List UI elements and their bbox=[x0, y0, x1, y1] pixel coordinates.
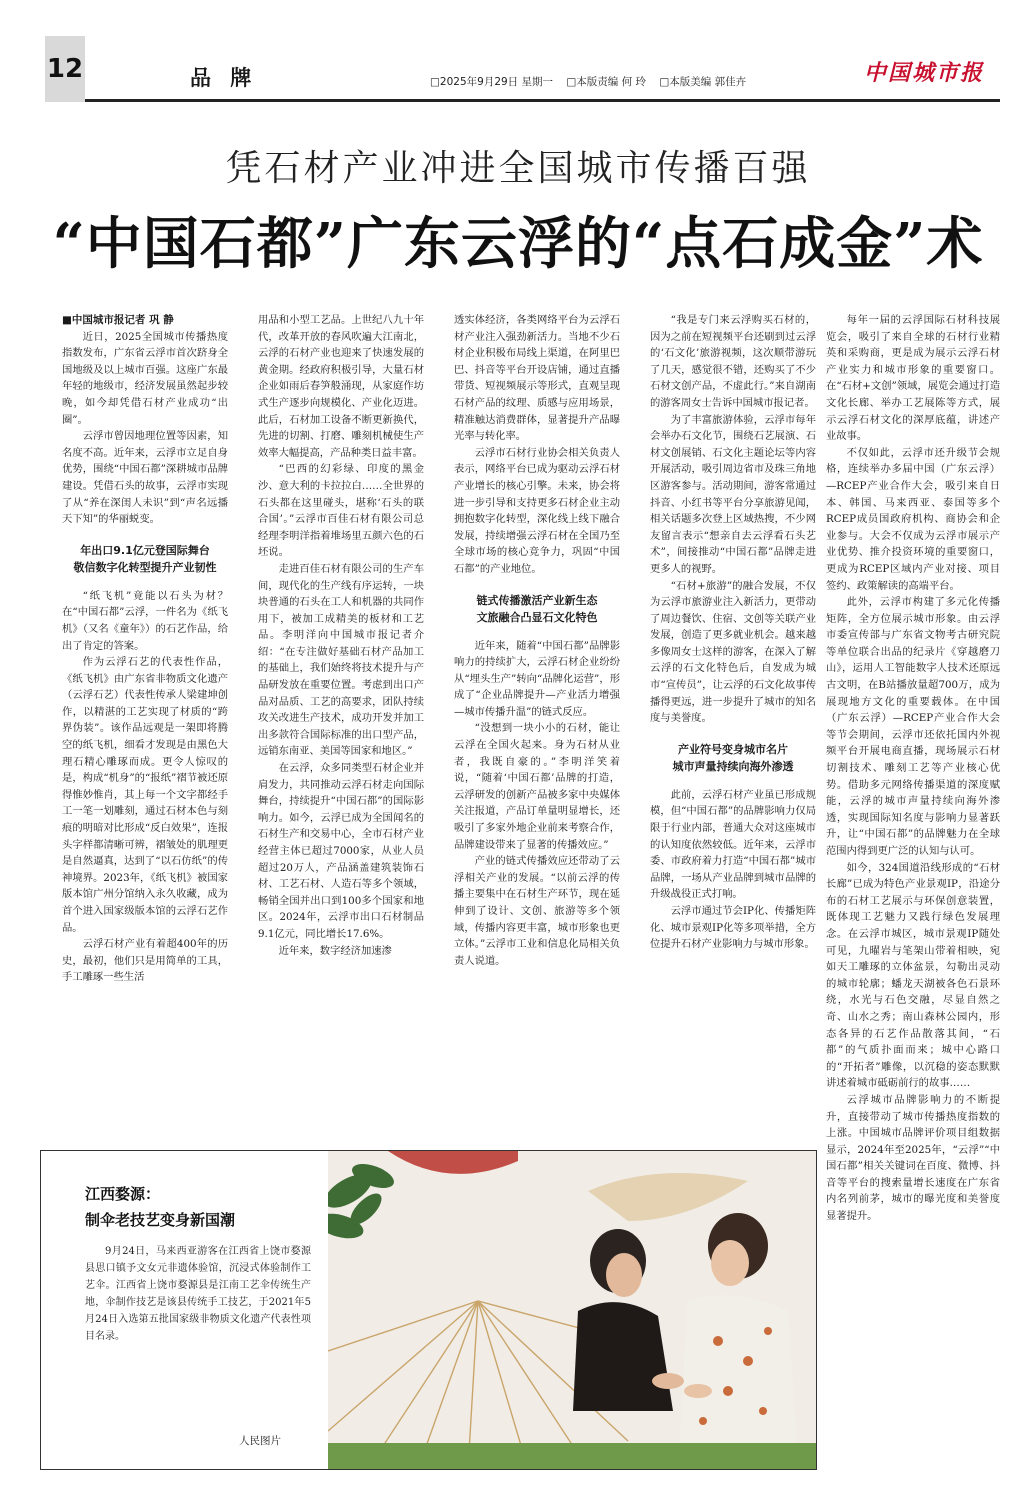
photo-feature-title bbox=[85, 1181, 235, 1233]
subheading-line: 文旅融合凸显石文化特色 bbox=[476, 610, 598, 624]
header-rule bbox=[85, 99, 1000, 102]
paragraph: “我是专门来云浮购买石材的，因为之前在短视频平台还刷到过云浮的‘石文化’旅游视频，这次顺带游玩了几天，感觉很不错，还购买了不少石材文创产品，不虚此行。”来自湖南的游客周女士告诉中国城市报记者。 bbox=[650, 314, 816, 409]
editor-credit: □本版责编 何 玲 bbox=[566, 76, 646, 88]
photo-credit: 人民图片 bbox=[239, 1435, 281, 1447]
subheading-line: 年出口9.1亿元登国际舞台 bbox=[80, 543, 210, 557]
paragraph: “巴西的幻彩绿、印度的黑金沙、意大利的卡拉拉白……全世界的石头都在这里碰头，堪称‘石头的联合国’。”云浮市百佳石材有限公司总经理李明洋指着堆场里五颜六色的石坯说。 bbox=[258, 463, 424, 559]
issue-date: □2025年9月29日 星期一 bbox=[430, 76, 554, 88]
photo-caption: 9月24日，马来西亚游客在江西省上饶市婺源县思口镇予文女元非遗体验馆，沉浸式体验制作工艺伞。江西省上饶市婺源县是江南工艺伞传统生产地，伞制作技艺是该县传统手工技艺，于2021年5月24日入选第五批国家级非物质文化遗产代表性项目名录。 bbox=[85, 1246, 311, 1342]
newspaper-masthead: 中国城市报 bbox=[863, 60, 984, 86]
page-number: 12 bbox=[45, 36, 85, 102]
paragraph: 用品和小型工艺品。上世纪八九十年代，改革开放的春风吹遍大江南北，云浮的石材产业也迎来了快速发展的黄金期。经政府积极引导，大量石材企业如雨后春笋般涌现，从家庭作坊式生产逐步向规模化、产业化迈进。此后，石材加工设备不断更新换代，先进的切割、打磨、雕刻机械使生产效率大幅提高，产品种类日益丰富。 bbox=[258, 314, 424, 459]
paragraph: “纸飞机”竟能以石头为材？在“中国石都”云浮，一件名为《纸飞机》（又名《童年》）的石艺作品，给出了肯定的答案。 bbox=[62, 589, 228, 652]
paragraph: 云浮石材产业有着超400年的历史，最初，他们只是用简单的工具，手工雕琢一些生活 bbox=[62, 938, 228, 984]
column-2 bbox=[258, 312, 424, 959]
column-1 bbox=[62, 312, 228, 986]
paragraph: 近年来，数字经济加速渗 bbox=[278, 944, 392, 957]
subheading-line: 链式传播激活产业新生态 bbox=[476, 593, 598, 607]
byline: ■中国城市报记者 巩 静 bbox=[62, 314, 174, 326]
article-headline: “中国石都”广东云浮的“点石成金”术 bbox=[52, 211, 984, 277]
designer-credit: □本版美编 郭佳卉 bbox=[659, 76, 747, 88]
subheading-line: 城市声量持续向海外渗透 bbox=[672, 759, 794, 773]
umbrella-making-photo bbox=[328, 1151, 816, 1469]
column-4 bbox=[650, 312, 816, 953]
paragraph: 云浮市通过节会IP化、传播矩阵化、城市景观IP化等多项举措，全方位提升石材产业影响力与城市形象。 bbox=[650, 905, 816, 951]
paragraph: 在云浮，众多同类型石材企业并肩发力，共同推动云浮石材走向国际舞台，持续提升“中国石都”的国际影响力。如今，云浮已成为全国闻名的石材生产和交易中心，全市石材产业经营主体已超过7000家，从业人员超过20万人，产品涵盖建筑装饰石材、工艺石材、人造石等多个领域，畅销全国并出口到100多个国家和地区。2024年，云浮市出口石材制品9.1亿元，同比增长17.6%。 bbox=[258, 762, 424, 940]
paragraph: 云浮市石材行业协会相关负责人表示，网络平台已成为驱动云浮石材产业增长的核心引擎。未来，协会将进一步引导和支持更多石材企业主动拥抱数字化转型，深化线上线下融合发展，持续增强云浮石材在全国乃至全球市场的核心竞争力，巩固“中国石都”的产业地位。 bbox=[454, 446, 620, 575]
section-name: 品 牌 bbox=[190, 66, 258, 90]
subheading-3 bbox=[650, 741, 816, 775]
article-subhead: 凭石材产业冲进全国城市传播百强 bbox=[225, 148, 811, 189]
photo-feature-box bbox=[40, 1150, 817, 1470]
issue-meta bbox=[430, 74, 756, 89]
paragraph: 如今，324国道沿线形成的“石材长廊”已成为特色产业景观IP，沿途分布的石材工艺展示与环保创意装置，既体现工艺魅力又践行绿色发展理念。在云浮市城区，城市景观IP随处可见，九曜岩与笔架山带着相映，宛如天工雕琢的立体盆景，勾勒出灵动的城市轮廓；蟠龙天湖被各色石景环绕，水光与石色交融，尽显自然之奇、山水之秀；南山森林公园内，形态各异的石艺作品散落其间，“石都”的气质扑面而来；城中心路口的“开拓者”雕像，以沉稳的姿态默默讲述着城市砥砺前行的故事…… bbox=[826, 861, 1000, 1090]
photo-title-line: 制伞老技艺变身新国潮 bbox=[85, 1211, 236, 1229]
photo-illustration bbox=[328, 1151, 816, 1469]
page-header bbox=[40, 36, 1000, 102]
paragraph: “石材+旅游”的融合发展，不仅为云浮市旅游业注入新活力，更带动了周边餐饮、住宿、文创等关联产业发展，创造了更多就业机会。越来越多像周女士这样的游客，在深入了解云浮的石文化特色后，自发成为城市“宣传员”，让云浮的石文化故事传播得更远，进一步提升了城市的知名度与美誉度。 bbox=[650, 579, 816, 725]
paragraph: 作为云浮石艺的代表性作品，《纸飞机》由广东省非物质文化遗产（云浮石艺）代表性传承人梁建坤创作，以精湛的工艺实现了材质的“跨界伪装”。该作品远观是一架即将腾空的纸飞机，细看才发现是由黑色大理石精心雕琢而成。更令人惊叹的是，构成“机身”的“报纸”褶节被还原得惟妙惟肖，其上每一个文字都经手工一笔一划雕刻，通过石材本色与刻痕的明暗对比形成“反白效果”，连报头字样都清晰可辨，褶皱处的肌理更是自然逼真，达到了“以石仿纸”的传神境界。2023年，《纸飞机》被国家版本馆广州分馆纳入永久收藏，成为首个进入国家级版本馆的云浮石艺作品。 bbox=[62, 656, 228, 934]
paragraph: 为了丰富旅游体验，云浮市每年会举办石文化节，围绕石艺展演、石材文创展销、石文化主题论坛等内容开展活动，吸引周边省市及珠三角地区游客参与。活动期间，游客常通过抖音、小红书等平台分享旅游见闻，相关话题多次登上区域热搜，不少网友留言表示“想亲自去云浮看石头艺术”，间接推动“中国石都”品牌走进更多人的视野。 bbox=[650, 413, 816, 575]
paragraph: “没想到一块小小的石材，能让云浮在全国火起来。身为石材从业者，我既自豪的。”李明洋笑着说，“随着‘中国石都’品牌的打造，云浮研发的创新产品被多家中央媒体关注报道，产品订单量明显增长，还吸引了多家外地企业前来考察合作，品牌建设带来了显著的传播效应。” bbox=[454, 722, 620, 851]
photo-title-line: 江西婺源： bbox=[85, 1185, 161, 1203]
paragraph: 透实体经济，各类网络平台为云浮石材产业注入强劲新活力。当地不少石材企业积极布局线上渠道，在阿里巴巴、抖音等平台开设店铺，通过直播带货、短视频展示等形式，直观呈现石材产品的纹理、质感与应用场景，精准触达消费群体，显著提升产品曝光率与转化率。 bbox=[454, 314, 620, 443]
subheading-2 bbox=[454, 592, 620, 626]
paragraph: 近年来，随着“中国石都”品牌影响力的持续扩大，云浮石材企业纷纷从“埋头生产”转向“品牌化运营”，形成了“企业品牌提升—产业活力增强—城市传播升温”的链式反应。 bbox=[454, 639, 620, 718]
paragraph: 此外，云浮市构建了多元化传播矩阵，全方位展示城市形象。由云浮市委宣传部与广东省文物考古研究院等单位联合出品的纪录片《穿越磨刀山》，运用人工智能数字人技术还原远古文明，在B站播放量超700万，成为展现地方文化的重要载体。在中国（广东云浮）—RCEP产业合作大会等节会期间，云浮市还依托国内外视频平台开展电商直播，现场展示石材切割技术、雕刻工艺等产业核心优势。借助多元网络传播渠道的深度赋能，云浮的城市声量持续向海外渗透，实现国际知名度与影响力显著跃升，让“中国石都”的品牌魅力在全球范围内得到更广泛的认知与认可。 bbox=[826, 596, 1000, 857]
subheading-1 bbox=[62, 542, 228, 576]
column-3 bbox=[454, 312, 620, 969]
column-5 bbox=[826, 312, 1000, 1225]
subheading-line: 敬信数字化转型提升产业韧性 bbox=[73, 560, 217, 574]
paragraph: 产业的链式传播效应还带动了云浮相关产业的发展。“以前云浮的传播主要集中在石材生产环节，现在延伸到了设计、文创、旅游等多个领域，传播内容更丰富，城市形象也更立体。”云浮市工业和信息化局相关负责人说道。 bbox=[454, 855, 620, 967]
paragraph: 云浮城市品牌影响力的不断提升，直接带动了城市传播热度指数的上涨。中国城市品牌评价项目组数据显示，2024年至2025年，“云浮”“中国石都”相关关键词在百度、微博、抖音等平台的搜索量增长速度在广东省内名列前茅，城市的曝光度和美誉度显著提升。 bbox=[826, 1093, 1000, 1223]
paragraph: 云浮市曾因地理位置等因素，知名度不高。近年来，云浮市立足自身优势，围绕“中国石都”深耕城市品牌建设。凭借石头的故事，云浮市实现了从“养在深闺人未识”到“声名远播天下知”的华丽蜕变。 bbox=[62, 430, 228, 526]
paragraph: 不仅如此，云浮市还升级节会规格，连续举办多届中国（广东云浮）—RCEP产业合作大会，吸引来自日本、韩国、马来西亚、泰国等多个RCEP成员国政府机构、商协会和企业参与。大会不仅成为云浮市展示产业优势、推介投资环境的重要窗口，更成为RCEP区域内产业对接、项目签约、政策解读的高端平台。 bbox=[826, 446, 1000, 592]
subheading-line: 产业符号变身城市名片 bbox=[678, 742, 788, 756]
paragraph: 近日，2025全国城市传播热度指数发布，广东省云浮市首次跻身全国地级及以上城市百强。这座广东最年轻的地级市，经济发展虽然起步较晚，如今却凭借石材产业成功“出圈”。 bbox=[62, 330, 228, 426]
paragraph: 此前，云浮石材产业虽已形成规模，但“中国石都”的品牌影响力仅局限于行业内部，普通大众对这座城市的认知度依然较低。近年来，云浮市委、市政府着力打造“中国石都”城市品牌，一场从产业品牌到城市品牌的升级战役正式打响。 bbox=[650, 788, 816, 901]
paragraph: 每年一届的云浮国际石材科技展览会，吸引了来自全球的石材行业精英和采购商，更是成为展示云浮石材产业实力和城市形象的重要窗口。在“石材+文创”领域，展览会通过打造文化长廊、举办工艺展陈等方式，展示云浮石材文化的深厚底蕴，讲述产业故事。 bbox=[826, 314, 1000, 443]
paragraph: 走进百佳石材有限公司的生产车间，现代化的生产线有序运转，一块块普通的石头在工人和机器的共同作用下，被加工成精美的板材和工艺品。李明洋向中国城市报记者介绍：“在专注做好基础石材产品加工的基础上，我们始终将技术提升与产品研发放在重要位置。考虑到出口产品对品质、工艺的高要求，团队持续攻关改进生产技术，成功开发并加工出多款符合国际标准的出口型产品，远销东南亚、美国等国家和地区。” bbox=[258, 562, 424, 758]
